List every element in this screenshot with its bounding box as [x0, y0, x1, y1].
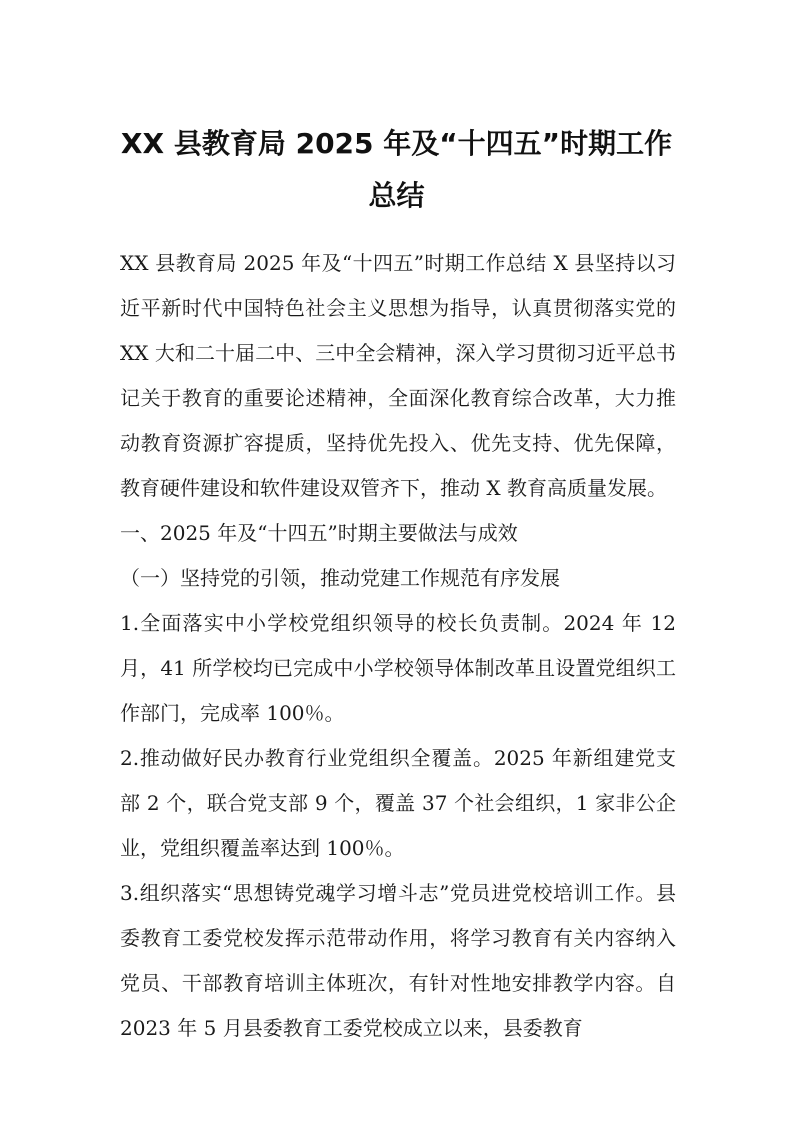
item-paragraph-1: 1.全面落实中小学校党组织领导的校长负责制。2024 年 12 月，41 所学校均已完成中小学校领导体制改革且设置党组织工作部门，完成率 100％。 [120, 611, 676, 725]
intro-paragraph: XX 县教育局 2025 年及“十四五”时期工作总结 X 县坚持以习近平新时代中国特色社会主义思想为指导，认真贯彻落实党的 XX 大和二十届二中、三中全会精神，深入学习贯彻习近平总书记关于教育的重要论述精神，全面深化教育综合改革，大力推动教育资源扩容提质，坚持优先投入、优先支持、优先保障，教育硬件建设和软件建设双管齐下，推动 X 教育高质量发展。 [120, 251, 676, 500]
document-title-line-2: 总结 [368, 179, 425, 212]
item-paragraph-2: 2.推动做好民办教育行业党组织全覆盖。2025 年新组建党支部 2 个，联合党支部 9 个，覆盖 37 个社会组织，1 家非公企业，党组织覆盖率达到 100％。 [120, 746, 676, 860]
document-title [110, 118, 683, 222]
subsection-heading: （一）坚持党的引领，推动党建工作规范有序发展 [120, 566, 560, 590]
item-paragraph-3: 3.组织落实“思想铸党魂学习增斗志”党员进党校培训工作。县委教育工委党校发挥示范带动作用，将学习教育有关内容纳入党员、干部教育培训主体班次，有针对性地安排教学内容。自 2023 年 5 月县委教育工委党校成立以来，县委教育 [120, 881, 676, 1040]
document-body [120, 241, 676, 1051]
document-title-line-1: XX 县教育局 2025 年及“十四五”时期工作 [120, 127, 673, 160]
section-heading: 一、2025 年及“十四五”时期主要做法与成效 [120, 521, 518, 545]
